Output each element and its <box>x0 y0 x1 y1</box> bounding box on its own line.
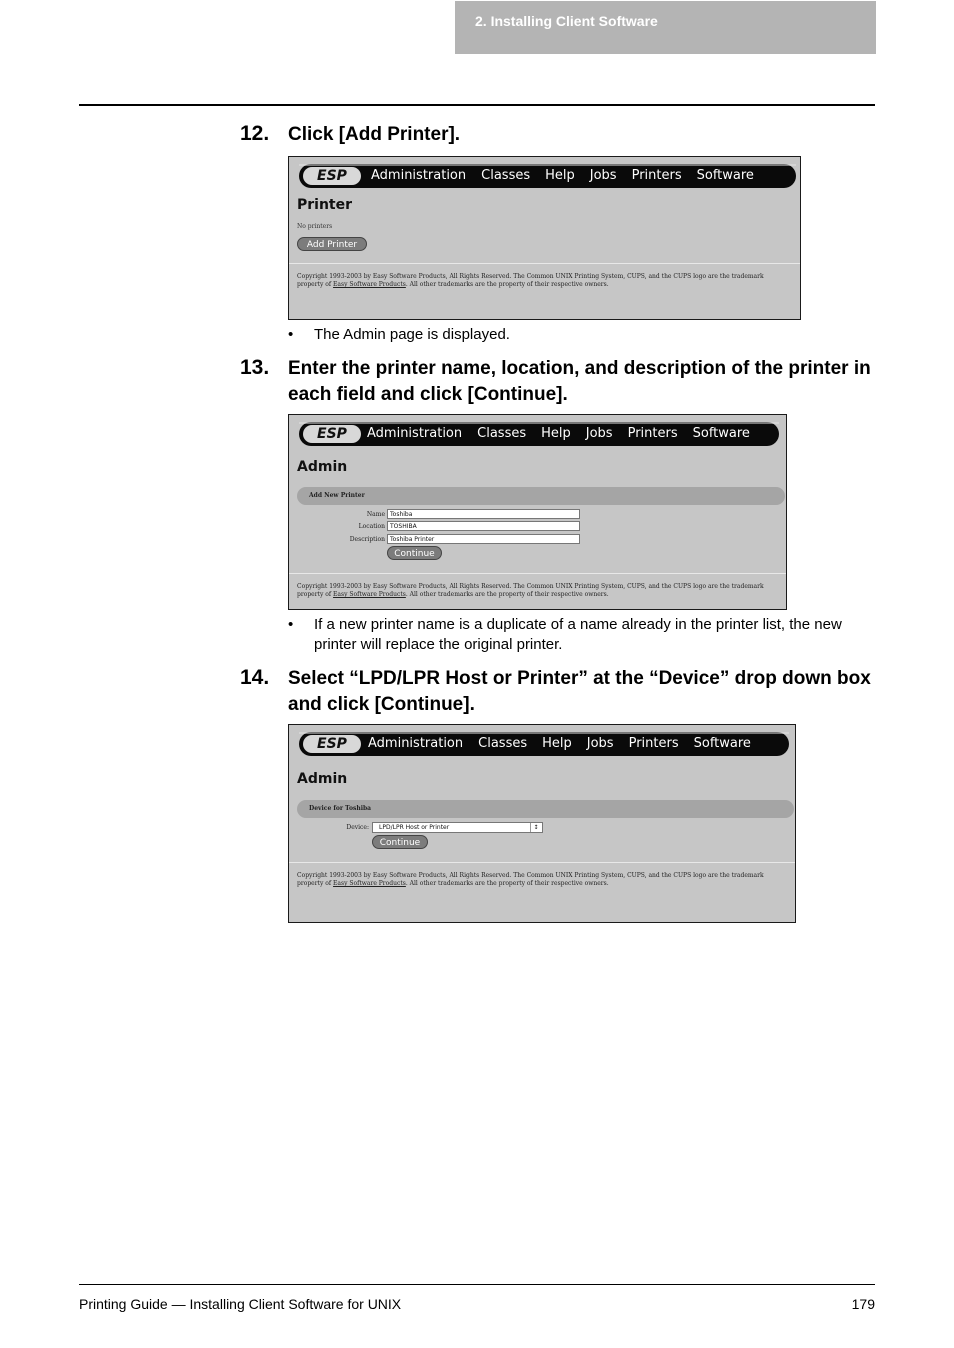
nav-help[interactable]: Help <box>542 736 572 751</box>
note-text: If a new printer name is a duplicate of a name already in the printer list, the new printer will replace the original printer. <box>314 616 842 653</box>
section-title: Add New Printer <box>309 492 365 499</box>
nav-administration[interactable]: Administration <box>371 168 467 183</box>
nav-jobs[interactable]: Jobs <box>589 168 617 183</box>
chapter-title: 2. Installing Client Software <box>475 13 658 29</box>
nav-software[interactable]: Software <box>696 168 754 183</box>
copyright <box>297 872 792 888</box>
nav-printers[interactable]: Printers <box>631 168 682 183</box>
footer-title: Printing Guide — Installing Client Software for UNIX <box>79 1296 402 1312</box>
device-selected-value: LPD/LPR Host or Printer <box>379 824 450 831</box>
copyright <box>297 273 797 289</box>
screenshot-printer-page <box>288 156 801 320</box>
description-label: Description <box>349 536 385 543</box>
name-label: Name <box>366 511 385 518</box>
nav-items <box>367 422 765 446</box>
step-12-text: Click [Add Printer]. <box>288 124 461 145</box>
section-bar <box>297 487 785 505</box>
note-text: The Admin page is displayed. <box>314 326 510 343</box>
chapter-header <box>455 1 876 54</box>
nav-software[interactable]: Software <box>693 736 751 751</box>
nav-items <box>368 732 766 756</box>
screenshot-add-printer <box>288 414 787 610</box>
step-13-number: 13. <box>240 356 270 379</box>
esp-logo[interactable]: ESP <box>303 167 361 185</box>
note-step-12 <box>288 325 873 345</box>
step-12-number: 12. <box>240 122 270 145</box>
device-label: Device: <box>346 824 369 831</box>
section-bar <box>297 800 794 818</box>
copyright-suffix: . All other trademarks are the property of their respective owners. <box>405 880 609 887</box>
esp-logo[interactable]: ESP <box>303 425 361 443</box>
separator <box>289 862 795 863</box>
nav-administration[interactable]: Administration <box>367 426 463 441</box>
copyright-prefix: property of <box>297 591 332 598</box>
nav-jobs[interactable]: Jobs <box>586 736 614 751</box>
nav-printers[interactable]: Printers <box>627 426 678 441</box>
nav-bar <box>299 732 789 756</box>
nav-jobs[interactable]: Jobs <box>585 426 613 441</box>
section-title: Device for Toshiba <box>309 805 372 812</box>
esp-logo[interactable]: ESP <box>303 735 361 753</box>
select-arrow-icon: ↕ <box>530 823 541 832</box>
nav-help[interactable]: Help <box>541 426 571 441</box>
page-title: Admin <box>297 771 348 787</box>
copyright-line: Copyright 1993-2003 by Easy Software Products, All Rights Reserved. The Common UNIX Printing System, CUPS, and the CUPS logo are the trademark <box>297 583 764 590</box>
page-title: Printer <box>297 197 353 213</box>
page-number: 179 <box>851 1296 875 1312</box>
nav-items <box>371 164 769 188</box>
copyright-suffix: . All other trademarks are the property of their respective owners. <box>405 591 609 598</box>
copyright-line: Copyright 1993-2003 by Easy Software Products, All Rights Reserved. The Common UNIX Printing System, CUPS, and the CUPS logo are the trademark <box>297 273 764 280</box>
step-14-number: 14. <box>240 666 270 689</box>
copyright-line: Copyright 1993-2003 by Easy Software Products, All Rights Reserved. The Common UNIX Printing System, CUPS, and the CUPS logo are the trademark <box>297 872 764 879</box>
easy-software-link[interactable]: Easy Software Products <box>333 281 406 288</box>
bullet-dot: • <box>288 616 294 633</box>
no-printers-text: No printers <box>297 223 333 230</box>
separator <box>289 263 800 264</box>
top-rule <box>79 104 875 106</box>
name-input[interactable]: Toshiba <box>387 509 580 519</box>
location-label: Location <box>358 523 385 530</box>
add-printer-button[interactable]: Add Printer <box>297 237 367 251</box>
nav-bar <box>299 422 779 446</box>
separator <box>289 573 786 574</box>
continue-button[interactable]: Continue <box>387 546 442 560</box>
nav-printers[interactable]: Printers <box>628 736 679 751</box>
bottom-rule <box>79 1284 875 1285</box>
continue-button[interactable]: Continue <box>372 835 428 849</box>
bullet-dot: • <box>288 326 294 343</box>
note-step-13 <box>288 615 873 655</box>
nav-bar <box>299 164 796 188</box>
screenshot-device-select <box>288 724 796 923</box>
step-14-text: Select “LPD/LPR Host or Printer” at the “Device” drop down box and click [Continue]. <box>288 668 871 715</box>
copyright <box>297 583 782 599</box>
nav-classes[interactable]: Classes <box>481 168 531 183</box>
nav-classes[interactable]: Classes <box>478 736 528 751</box>
easy-software-link[interactable]: Easy Software Products <box>333 880 406 887</box>
step-13-text: Enter the printer name, location, and description of the printer in each field and click [Continue]. <box>288 358 871 405</box>
nav-software[interactable]: Software <box>692 426 750 441</box>
nav-administration[interactable]: Administration <box>368 736 464 751</box>
copyright-prefix: property of <box>297 281 332 288</box>
nav-help[interactable]: Help <box>545 168 575 183</box>
copyright-prefix: property of <box>297 880 332 887</box>
page-title: Admin <box>297 459 348 475</box>
easy-software-link[interactable]: Easy Software Products <box>333 591 406 598</box>
location-input[interactable]: TOSHIBA <box>387 521 580 531</box>
copyright-suffix: . All other trademarks are the property of their respective owners. <box>405 281 609 288</box>
description-input[interactable]: Toshiba Printer <box>387 534 580 544</box>
nav-classes[interactable]: Classes <box>477 426 527 441</box>
device-select[interactable] <box>372 822 543 833</box>
